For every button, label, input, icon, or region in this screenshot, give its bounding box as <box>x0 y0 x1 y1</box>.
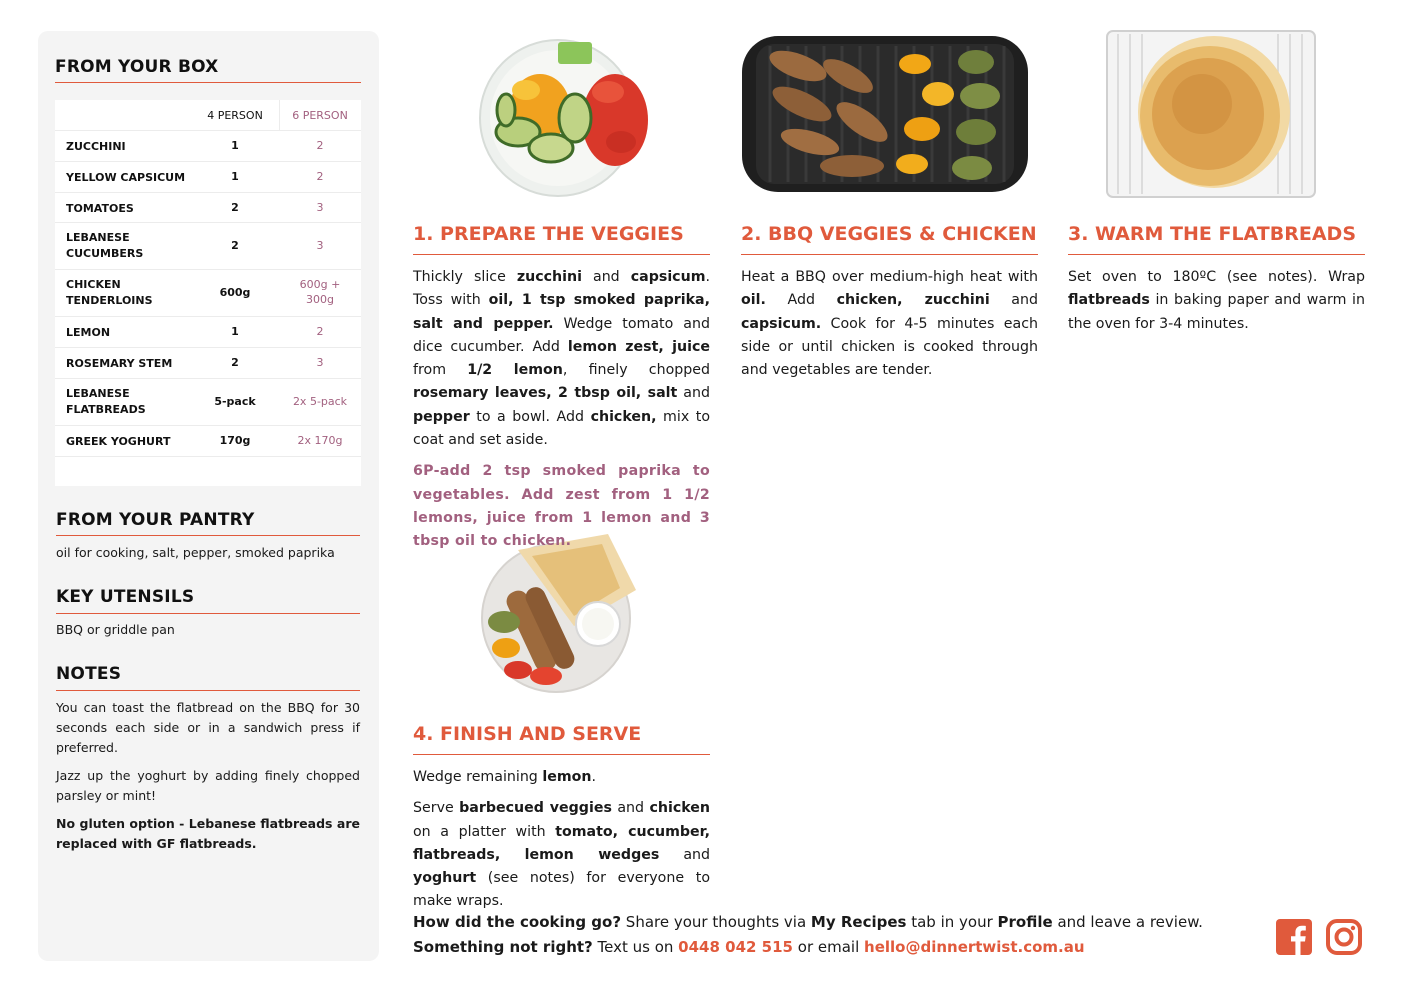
ingredient-name-line2: TENDERLOINS <box>66 294 153 307</box>
table-row <box>55 162 361 193</box>
flatbread-rack-photo <box>1106 30 1316 198</box>
qty-6-person: 2 <box>316 325 324 338</box>
ingredients-sidebar <box>38 31 379 961</box>
text: . Toss with <box>413 269 710 309</box>
column-divider <box>279 100 280 131</box>
notes-title: NOTES <box>56 664 122 684</box>
header-6-person: 6 PERSON <box>292 109 348 122</box>
qty-4-person: 2 <box>231 356 239 369</box>
text: and <box>659 846 711 863</box>
qty-4-person: 1 <box>231 139 239 152</box>
qty-4-person: 1 <box>231 325 239 338</box>
step-1-paragraph <box>413 266 710 452</box>
ingredient: oil, 1 tsp smoked paprika, salt and pepper. <box>413 292 711 332</box>
text: in baking paper and warm in the oven for 3-4 minutes. <box>1068 292 1365 332</box>
step-divider <box>741 254 1038 255</box>
text: and <box>581 269 631 285</box>
ingredient-name-line1: LEBANESE <box>66 231 130 244</box>
veggie-bowl-photo <box>468 30 654 198</box>
table-header-row <box>55 100 361 131</box>
ingredient: capsicum. <box>741 315 822 332</box>
text: Add <box>765 292 837 309</box>
step-2-instructions <box>741 266 1038 390</box>
six-person-note: 6P-add 2 tsp smoked paprika to vegetables. Add zest from 1 1/2 lemons, juice from 1 lemon and 3 tbsp oil to chicken. <box>413 463 710 550</box>
text: Text us on <box>592 938 679 956</box>
ingredient: rosemary leaves, 2 tbsp oil, salt <box>413 385 678 402</box>
step-1-instructions <box>413 266 710 562</box>
pantry-text: oil for cooking, salt, pepper, smoked paprika <box>56 545 335 560</box>
ingredient: chicken, zucchini <box>836 292 990 309</box>
my-recipes-label: My Recipes <box>810 913 907 931</box>
ingredient: capsicum <box>630 269 706 285</box>
qty-6-person: 2 <box>316 170 324 183</box>
instagram-icon[interactable] <box>1326 918 1362 956</box>
from-your-pantry-title: FROM YOUR PANTRY <box>56 510 255 530</box>
qty-6-person <box>279 277 361 307</box>
email-link[interactable]: hello@dinnertwist.com.au <box>864 938 1085 956</box>
ingredient-name-line2: CUCUMBERS <box>66 247 144 260</box>
from-your-box-title: FROM YOUR BOX <box>55 57 219 77</box>
text: (see notes) for everyone to make wraps. <box>413 870 710 910</box>
text: Wedge tomato and dice cucumber. Add <box>413 315 710 355</box>
support-question: Something not right? <box>413 938 593 956</box>
table-row <box>55 317 361 348</box>
step-2-title: 2. BBQ VEGGIES & CHICKEN <box>741 223 1037 245</box>
step-divider <box>1068 254 1365 255</box>
key-utensils-title: KEY UTENSILS <box>56 587 195 607</box>
step-4-title: 4. FINISH AND SERVE <box>413 723 642 745</box>
qty-6-person: 3 <box>316 356 324 369</box>
ingredient: lemon zest, juice <box>567 338 710 355</box>
ingredient-name: TOMATOES <box>66 202 134 215</box>
table-row <box>55 426 361 457</box>
ingredients-table <box>55 100 361 486</box>
step-divider <box>413 754 710 755</box>
ingredient: tomato, cucumber, flatbreads, lemon wedges <box>413 823 710 863</box>
text: and leave a review. <box>1052 913 1203 931</box>
text: Thickly slice <box>413 269 517 285</box>
qty-4-person: 170g <box>219 434 251 447</box>
text: Wedge remaining <box>413 769 543 785</box>
section-divider <box>56 690 360 691</box>
qty-6-person: 3 <box>316 201 324 214</box>
ingredient: yoghurt <box>413 870 477 887</box>
section-divider <box>55 82 361 83</box>
ingredient-name <box>66 386 146 418</box>
qty-4-person: 1 <box>231 170 239 183</box>
ingredient-name <box>66 230 143 262</box>
text: mix to coat and set aside. <box>413 408 710 449</box>
ingredient: barbecued veggies <box>459 800 612 817</box>
ingredient: oil. <box>741 292 766 309</box>
text: from <box>413 362 468 379</box>
text: . <box>591 769 596 785</box>
section-divider <box>56 613 360 614</box>
facebook-icon[interactable] <box>1276 918 1312 956</box>
ingredient: lemon <box>542 769 592 785</box>
text: Heat a BBQ over medium-high heat with <box>741 269 1038 285</box>
text: Set oven to 180ºC (see notes). Wrap <box>1068 269 1365 285</box>
qty-6-person: 3 <box>316 239 324 252</box>
text: and <box>677 385 710 402</box>
ingredient: flatbreads <box>1068 292 1150 309</box>
table-row <box>55 270 361 317</box>
ingredient-name-line1: CHICKEN <box>66 278 121 291</box>
qty-4-person: 2 <box>231 239 239 252</box>
feedback-question: How did the cooking go? <box>413 913 622 931</box>
support-line <box>413 935 1203 960</box>
ingredient-name <box>66 277 153 309</box>
step-2-paragraph <box>741 266 1038 382</box>
qty-6-person: 2x 170g <box>297 434 343 447</box>
step-4-paragraph <box>413 766 710 789</box>
ingredient: pepper <box>413 408 470 425</box>
qty-6-person: 2x 5-pack <box>292 395 348 408</box>
text: Share your thoughts via <box>621 913 811 931</box>
ingredient: chicken <box>649 800 711 817</box>
qty-4-person: 2 <box>231 201 239 214</box>
qty-6-person: 2 <box>316 139 324 152</box>
text: to a bowl. Add <box>469 408 591 425</box>
qty-6-person-line2: 300g <box>306 293 334 306</box>
table-row <box>55 348 361 379</box>
step-3-title: 3. WARM THE FLATBREADS <box>1068 223 1356 245</box>
ingredient-name: LEMON <box>66 326 111 339</box>
text: , finely chopped <box>562 362 711 379</box>
table-row <box>55 223 361 270</box>
text: Serve <box>413 800 460 817</box>
step-4-paragraph <box>413 797 710 913</box>
ingredient-name: ZUCCHINI <box>66 140 126 153</box>
text: on a platter with <box>413 823 556 840</box>
ingredient: zucchini <box>516 269 582 285</box>
text: tab in your <box>906 913 998 931</box>
ingredient-name: YELLOW CAPSICUM <box>66 171 186 184</box>
ingredient: chicken, <box>590 408 657 425</box>
table-row <box>55 131 361 162</box>
ingredient-name-line1: LEBANESE <box>66 387 130 400</box>
note-paragraph: Jazz up the yoghurt by adding finely chopped parsley or mint! <box>56 768 360 803</box>
text: and <box>611 800 650 817</box>
text: or email <box>793 938 865 956</box>
gluten-free-note: No gluten option - Lebanese flatbreads are replaced with GF flatbreads. <box>56 816 360 851</box>
table-row <box>55 379 361 426</box>
step-3-paragraph <box>1068 266 1365 336</box>
utensils-text: BBQ or griddle pan <box>56 622 175 637</box>
header-4-person: 4 PERSON <box>207 109 263 122</box>
note-paragraph: You can toast the flatbread on the BBQ for 30 seconds each side or in a sandwich press if preferred. <box>56 700 360 755</box>
qty-4-person: 5-pack <box>214 395 256 408</box>
ingredient-name: GREEK YOGHURT <box>66 435 171 448</box>
step-4-instructions <box>413 766 710 922</box>
text: and <box>989 292 1038 309</box>
text: Cook for 4-5 minutes each side or until chicken is cooked through and vegetables are tender. <box>741 315 1038 379</box>
step-1-title: 1. PREPARE THE VEGGIES <box>413 223 684 245</box>
ingredient-name-line2: FLATBREADS <box>66 403 146 416</box>
qty-4-person: 600g <box>219 286 251 299</box>
step-divider <box>413 254 710 255</box>
step-3-instructions <box>1068 266 1365 344</box>
feedback-line <box>413 910 1203 935</box>
phone-link[interactable]: 0448 042 515 <box>678 938 793 956</box>
profile-label: Profile <box>997 913 1053 931</box>
feedback-footer <box>413 910 1203 960</box>
table-row <box>55 193 361 223</box>
ingredient-name: ROSEMARY STEM <box>66 357 173 370</box>
qty-6-person-line1: 600g + <box>299 278 341 291</box>
grill-pan-photo <box>740 34 1030 194</box>
ingredient: 1/2 lemon <box>467 362 563 379</box>
section-divider <box>56 535 360 536</box>
